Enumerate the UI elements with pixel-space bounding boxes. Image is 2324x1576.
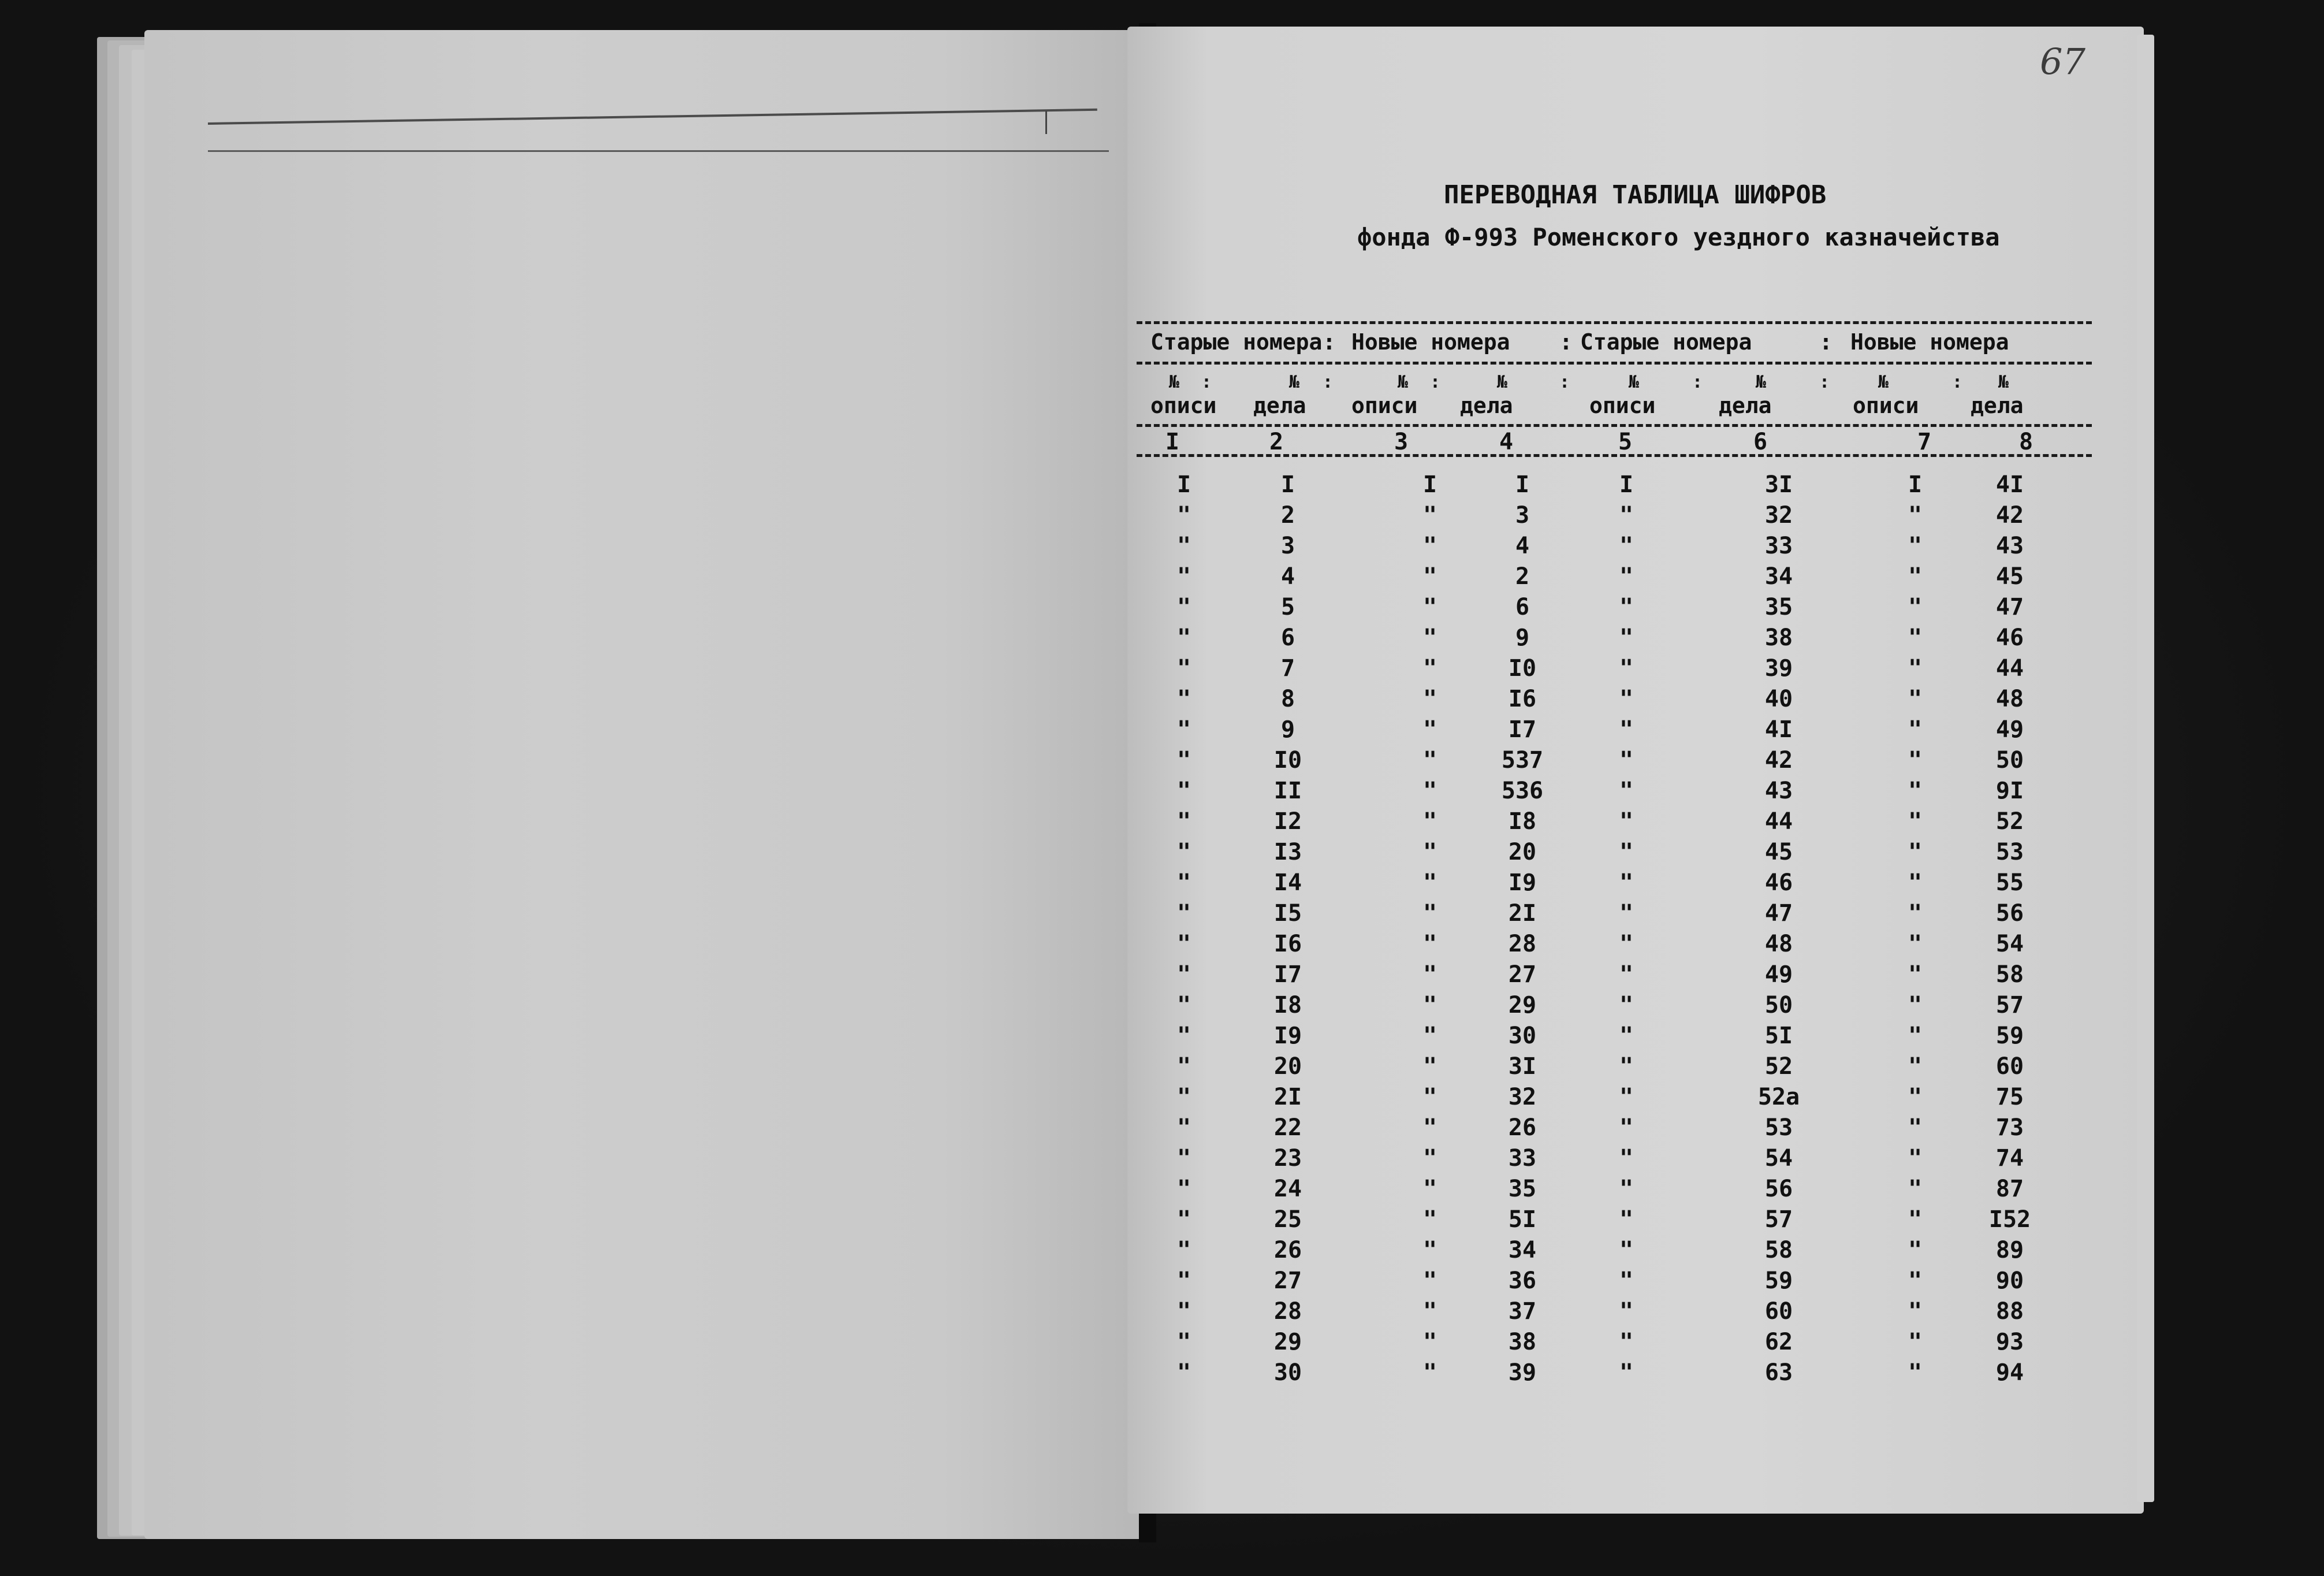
table-cell: " <box>1619 931 1634 957</box>
table-cell: " <box>1619 594 1634 620</box>
table-cell: " <box>1908 1176 1923 1202</box>
table-cell: " <box>1176 808 1191 835</box>
table-cell: " <box>1422 594 1437 620</box>
table-cell: " <box>1908 655 1923 682</box>
table-cell: " <box>1619 1084 1634 1110</box>
table-cell: II <box>1273 778 1302 804</box>
table-cell: I2 <box>1273 808 1302 835</box>
table-cell: 57 <box>1995 992 2024 1019</box>
table-cell: I6 <box>1273 931 1302 957</box>
col-header-file-3: дела <box>1719 393 1772 418</box>
table-cell: 58 <box>1764 1237 1793 1263</box>
table-cell: " <box>1422 1268 1437 1294</box>
table-cell: " <box>1619 900 1634 927</box>
table-cell: 27 <box>1508 961 1537 988</box>
table-cell: 49 <box>1995 716 2024 743</box>
col-header-inventory-1: описи <box>1150 393 1217 418</box>
table-cell: 60 <box>1764 1298 1793 1325</box>
col-header-inventory-2: описи <box>1351 393 1418 418</box>
header-sep: : <box>1430 372 1441 392</box>
page-subtitle: фонда Ф-993 Роменского уездного казначейства <box>1357 223 2000 251</box>
table-cell: " <box>1619 839 1634 865</box>
table-cell: I9 <box>1508 869 1537 896</box>
table-cell: 2I <box>1508 900 1537 927</box>
table-cell: 53 <box>1764 1114 1793 1141</box>
table-cell: 62 <box>1764 1329 1793 1355</box>
table-cell: 43 <box>1764 778 1793 804</box>
table-cell: 25 <box>1273 1206 1302 1233</box>
table-cell: 57 <box>1764 1206 1793 1233</box>
table-cell: " <box>1176 1145 1191 1172</box>
left-page <box>144 30 1142 1539</box>
table-cell: " <box>1619 686 1634 712</box>
table-cell: " <box>1176 747 1191 774</box>
table-cell: 93 <box>1995 1329 2024 1355</box>
table-cell: " <box>1908 900 1923 927</box>
table-cell: 52а <box>1757 1084 1800 1110</box>
table-cell: 24 <box>1273 1176 1302 1202</box>
table-cell: " <box>1619 992 1634 1019</box>
table-cell: 52 <box>1995 808 2024 835</box>
table-cell: " <box>1619 808 1634 835</box>
table-cell: 56 <box>1764 1176 1793 1202</box>
page-number: 67 <box>2040 40 2085 83</box>
table-cell: I <box>1176 471 1191 498</box>
table-cell: " <box>1619 625 1634 651</box>
table-cell: 54 <box>1995 931 2024 957</box>
table-cell: I <box>1280 471 1295 498</box>
header-sep: : <box>1952 372 1963 392</box>
col-header-file-1: дела <box>1253 393 1306 418</box>
table-cell: 94 <box>1995 1359 2024 1386</box>
table-cell: " <box>1422 992 1437 1019</box>
header-old-numbers-1: Старые номера <box>1150 329 1323 355</box>
header-sep: : <box>1323 372 1334 392</box>
table-cell: " <box>1619 1359 1634 1386</box>
table-cell: 34 <box>1508 1237 1537 1263</box>
table-cell: " <box>1422 502 1437 529</box>
table-cell: " <box>1619 1298 1634 1325</box>
table-cell: " <box>1176 1023 1191 1049</box>
table-cell: 90 <box>1995 1268 2024 1294</box>
right-page-edge <box>2137 35 2154 1502</box>
table-cell: I52 <box>1988 1206 2031 1233</box>
table-cell: " <box>1908 1084 1923 1110</box>
table-cell: I7 <box>1273 961 1302 988</box>
header-sep: : <box>1559 372 1570 392</box>
table-cell: " <box>1908 808 1923 835</box>
table-cell: " <box>1908 716 1923 743</box>
table-cell: 4 <box>1515 533 1530 559</box>
table-cell: " <box>1422 686 1437 712</box>
table-cell: " <box>1908 625 1923 651</box>
table-cell: I <box>1515 471 1530 498</box>
table-cell: " <box>1422 1359 1437 1386</box>
table-cell: " <box>1176 1176 1191 1202</box>
table-cell: " <box>1908 931 1923 957</box>
table-cell: " <box>1908 961 1923 988</box>
table-cell: 35 <box>1508 1176 1537 1202</box>
table-cell: " <box>1176 686 1191 712</box>
table-cell: " <box>1619 1023 1634 1049</box>
table-cell: 54 <box>1764 1145 1793 1172</box>
table-cell: I3 <box>1273 839 1302 865</box>
table-cell: " <box>1176 839 1191 865</box>
table-cell: " <box>1422 1237 1437 1263</box>
table-cell: 50 <box>1764 992 1793 1019</box>
table-cell: 6 <box>1515 594 1530 620</box>
table-cell: " <box>1908 839 1923 865</box>
header-sep: : <box>1559 329 1573 355</box>
table-cell: " <box>1422 533 1437 559</box>
table-cell: " <box>1908 1206 1923 1233</box>
table-cell: 42 <box>1995 502 2024 529</box>
table-cell: " <box>1176 1206 1191 1233</box>
no-mark: № <box>1756 372 1767 392</box>
table-cell: " <box>1176 502 1191 529</box>
table-cell: 48 <box>1995 686 2024 712</box>
table-cell: 2 <box>1515 563 1530 590</box>
table-cell: " <box>1619 533 1634 559</box>
table-cell: 5 <box>1280 594 1295 620</box>
no-mark: № <box>1497 372 1508 392</box>
table-cell: " <box>1908 1145 1923 1172</box>
table-cell: " <box>1176 625 1191 651</box>
table-cell: " <box>1908 1237 1923 1263</box>
table-cell: " <box>1422 1084 1437 1110</box>
table-cell: " <box>1619 655 1634 682</box>
table-cell: 3I <box>1764 471 1793 498</box>
table-cell: 45 <box>1764 839 1793 865</box>
table-cell: 38 <box>1764 625 1793 651</box>
table-cell: 47 <box>1764 900 1793 927</box>
no-mark: № <box>1998 372 2009 392</box>
column-number: 7 <box>1917 429 1932 455</box>
table-cell: " <box>1908 563 1923 590</box>
table-cell: " <box>1422 1145 1437 1172</box>
table-cell: 73 <box>1995 1114 2024 1141</box>
table-cell: 75 <box>1995 1084 2024 1110</box>
table-cell: " <box>1176 594 1191 620</box>
column-number: 4 <box>1499 429 1514 455</box>
table-cell: " <box>1176 1268 1191 1294</box>
table-cell: " <box>1422 931 1437 957</box>
table-cell: 23 <box>1273 1145 1302 1172</box>
col-header-file-2: дела <box>1460 393 1513 418</box>
table-cell: 34 <box>1764 563 1793 590</box>
table-cell: 87 <box>1995 1176 2024 1202</box>
table-cell: 46 <box>1764 869 1793 896</box>
header-sep: : <box>1819 372 1830 392</box>
table-cell: 47 <box>1995 594 2024 620</box>
table-cell: 58 <box>1995 961 2024 988</box>
table-cell: 27 <box>1273 1268 1302 1294</box>
table-cell: 50 <box>1995 747 2024 774</box>
table-cell: 43 <box>1995 533 2024 559</box>
table-rule <box>1137 424 2092 427</box>
table-cell: I8 <box>1508 808 1537 835</box>
column-number: 8 <box>2018 429 2034 455</box>
table-cell: " <box>1176 563 1191 590</box>
table-cell: " <box>1619 563 1634 590</box>
table-cell: " <box>1619 716 1634 743</box>
table-cell: I <box>1422 471 1437 498</box>
table-cell: " <box>1422 625 1437 651</box>
table-cell: " <box>1176 1237 1191 1263</box>
table-cell: 29 <box>1273 1329 1302 1355</box>
table-cell: " <box>1176 533 1191 559</box>
table-cell: 32 <box>1508 1084 1537 1110</box>
header-new-numbers-1: Новые номера <box>1351 329 1510 355</box>
table-cell: " <box>1908 1023 1923 1049</box>
table-cell: " <box>1422 1114 1437 1141</box>
col-header-inventory-3: описи <box>1589 393 1656 418</box>
table-cell: 36 <box>1508 1268 1537 1294</box>
table-cell: " <box>1908 1053 1923 1080</box>
table-cell: I7 <box>1508 716 1537 743</box>
table-cell: 29 <box>1508 992 1537 1019</box>
page-title: ПЕРЕВОДНАЯ ТАБЛИЦА ШИФРОВ <box>1444 180 1827 210</box>
table-cell: 33 <box>1764 533 1793 559</box>
table-cell: " <box>1422 747 1437 774</box>
table-cell: " <box>1619 1268 1634 1294</box>
table-cell: I8 <box>1273 992 1302 1019</box>
table-cell: 22 <box>1273 1114 1302 1141</box>
table-cell: 49 <box>1764 961 1793 988</box>
table-cell: " <box>1908 1359 1923 1386</box>
table-cell: I0 <box>1273 747 1302 774</box>
table-cell: " <box>1908 594 1923 620</box>
table-cell: " <box>1619 1329 1634 1355</box>
table-cell: " <box>1176 1359 1191 1386</box>
table-cell: I0 <box>1508 655 1537 682</box>
table-cell: 9I <box>1995 778 2024 804</box>
header-old-numbers-2: Старые номера <box>1580 329 1752 355</box>
table-rule <box>1137 362 2092 365</box>
table-cell: " <box>1176 869 1191 896</box>
table-cell: " <box>1908 1268 1923 1294</box>
table-cell: 30 <box>1508 1023 1537 1049</box>
table-cell: " <box>1908 502 1923 529</box>
table-cell: " <box>1422 778 1437 804</box>
table-cell: 38 <box>1508 1329 1537 1355</box>
table-cell: 26 <box>1273 1237 1302 1263</box>
table-cell: 28 <box>1508 931 1537 957</box>
table-cell: 5I <box>1764 1023 1793 1049</box>
table-cell: 59 <box>1764 1268 1793 1294</box>
table-cell: 2 <box>1280 502 1295 529</box>
header-new-numbers-2: Новые номера <box>1850 329 2009 355</box>
table-cell: " <box>1908 686 1923 712</box>
table-cell: " <box>1908 1298 1923 1325</box>
table-cell: 26 <box>1508 1114 1537 1141</box>
no-mark: № <box>1878 372 1889 392</box>
column-number: 3 <box>1394 429 1409 455</box>
table-cell: " <box>1619 502 1634 529</box>
table-cell: 32 <box>1764 502 1793 529</box>
table-cell: " <box>1422 1023 1437 1049</box>
table-cell: " <box>1619 747 1634 774</box>
table-cell: " <box>1176 900 1191 927</box>
table-cell: " <box>1422 1298 1437 1325</box>
col-header-file-4: дела <box>1971 393 2024 418</box>
table-cell: 537 <box>1501 747 1544 774</box>
table-cell: " <box>1619 1114 1634 1141</box>
table-cell: 8 <box>1280 686 1295 712</box>
table-cell: 53 <box>1995 839 2024 865</box>
table-cell: " <box>1619 1176 1634 1202</box>
table-cell: 20 <box>1273 1053 1302 1080</box>
table-cell: 2I <box>1273 1084 1302 1110</box>
table-cell: " <box>1422 1329 1437 1355</box>
table-cell: " <box>1176 778 1191 804</box>
table-cell: 9 <box>1515 625 1530 651</box>
header-sep: : <box>1201 372 1212 392</box>
header-sep: : <box>1692 372 1703 392</box>
table-cell: 56 <box>1995 900 2024 927</box>
table-cell: " <box>1176 1298 1191 1325</box>
ruled-tick <box>1045 111 1047 134</box>
table-cell: I <box>1908 471 1923 498</box>
header-sep: : <box>1323 329 1336 355</box>
table-cell: " <box>1619 778 1634 804</box>
table-cell: 39 <box>1508 1359 1537 1386</box>
table-cell: " <box>1422 869 1437 896</box>
column-number: I <box>1165 429 1180 455</box>
table-cell: " <box>1619 961 1634 988</box>
table-cell: " <box>1422 961 1437 988</box>
ruled-line <box>208 150 1109 152</box>
table-cell: 59 <box>1995 1023 2024 1049</box>
table-cell: " <box>1619 1145 1634 1172</box>
table-cell: 3 <box>1280 533 1295 559</box>
table-cell: 40 <box>1764 686 1793 712</box>
table-cell: 5I <box>1508 1206 1537 1233</box>
table-cell: " <box>1908 747 1923 774</box>
table-cell: 48 <box>1764 931 1793 957</box>
no-mark: № <box>1398 372 1409 392</box>
table-cell: " <box>1176 961 1191 988</box>
table-cell: " <box>1422 1176 1437 1202</box>
table-cell: 4 <box>1280 563 1295 590</box>
table-cell: 46 <box>1995 625 2024 651</box>
table-cell: " <box>1619 869 1634 896</box>
table-cell: " <box>1422 839 1437 865</box>
table-cell: " <box>1908 778 1923 804</box>
table-cell: " <box>1422 808 1437 835</box>
column-number: 6 <box>1753 429 1768 455</box>
table-cell: 4I <box>1764 716 1793 743</box>
table-cell: " <box>1908 992 1923 1019</box>
table-cell: " <box>1176 1084 1191 1110</box>
table-cell: 536 <box>1501 778 1544 804</box>
table-cell: 28 <box>1273 1298 1302 1325</box>
table-cell: 44 <box>1995 655 2024 682</box>
table-cell: 88 <box>1995 1298 2024 1325</box>
table-cell: " <box>1619 1206 1634 1233</box>
no-mark: № <box>1169 372 1180 392</box>
table-cell: " <box>1908 869 1923 896</box>
table-cell: 52 <box>1764 1053 1793 1080</box>
column-number: 5 <box>1618 429 1633 455</box>
table-cell: 7 <box>1280 655 1295 682</box>
table-cell: 45 <box>1995 563 2024 590</box>
table-cell: 60 <box>1995 1053 2024 1080</box>
column-number: 2 <box>1269 429 1284 455</box>
table-cell: I9 <box>1273 1023 1302 1049</box>
header-sep: : <box>1819 329 1833 355</box>
table-cell: " <box>1422 563 1437 590</box>
table-cell: 37 <box>1508 1298 1537 1325</box>
no-mark: № <box>1629 372 1640 392</box>
table-cell: 3I <box>1508 1053 1537 1080</box>
table-cell: 44 <box>1764 808 1793 835</box>
table-cell: " <box>1422 1053 1437 1080</box>
table-cell: 33 <box>1508 1145 1537 1172</box>
table-cell: " <box>1176 931 1191 957</box>
table-cell: " <box>1908 1114 1923 1141</box>
table-cell: " <box>1176 716 1191 743</box>
table-cell: " <box>1908 533 1923 559</box>
table-cell: 30 <box>1273 1359 1302 1386</box>
table-cell: " <box>1176 1329 1191 1355</box>
table-cell: " <box>1176 1053 1191 1080</box>
table-cell: 55 <box>1995 869 2024 896</box>
table-cell: 3 <box>1515 502 1530 529</box>
table-cell: I4 <box>1273 869 1302 896</box>
table-rule-top <box>1137 321 2092 324</box>
table-cell: " <box>1176 655 1191 682</box>
table-cell: 9 <box>1280 716 1295 743</box>
table-cell: " <box>1908 1329 1923 1355</box>
table-cell: 20 <box>1508 839 1537 865</box>
col-header-inventory-4: описи <box>1853 393 1919 418</box>
table-cell: " <box>1619 1053 1634 1080</box>
table-cell: 4I <box>1995 471 2024 498</box>
table-cell: 74 <box>1995 1145 2024 1172</box>
table-cell: I6 <box>1508 686 1537 712</box>
table-cell: 89 <box>1995 1237 2024 1263</box>
table-cell: " <box>1422 900 1437 927</box>
table-cell: " <box>1422 655 1437 682</box>
table-cell: 42 <box>1764 747 1793 774</box>
ruled-line <box>208 109 1097 125</box>
table-cell: 63 <box>1764 1359 1793 1386</box>
table-cell: I5 <box>1273 900 1302 927</box>
no-mark: № <box>1289 372 1300 392</box>
table-cell: 6 <box>1280 625 1295 651</box>
table-cell: " <box>1422 716 1437 743</box>
table-cell: 39 <box>1764 655 1793 682</box>
table-cell: " <box>1176 1114 1191 1141</box>
table-cell: I <box>1619 471 1634 498</box>
table-cell: " <box>1176 992 1191 1019</box>
table-cell: " <box>1619 1237 1634 1263</box>
table-cell: 35 <box>1764 594 1793 620</box>
table-cell: " <box>1422 1206 1437 1233</box>
